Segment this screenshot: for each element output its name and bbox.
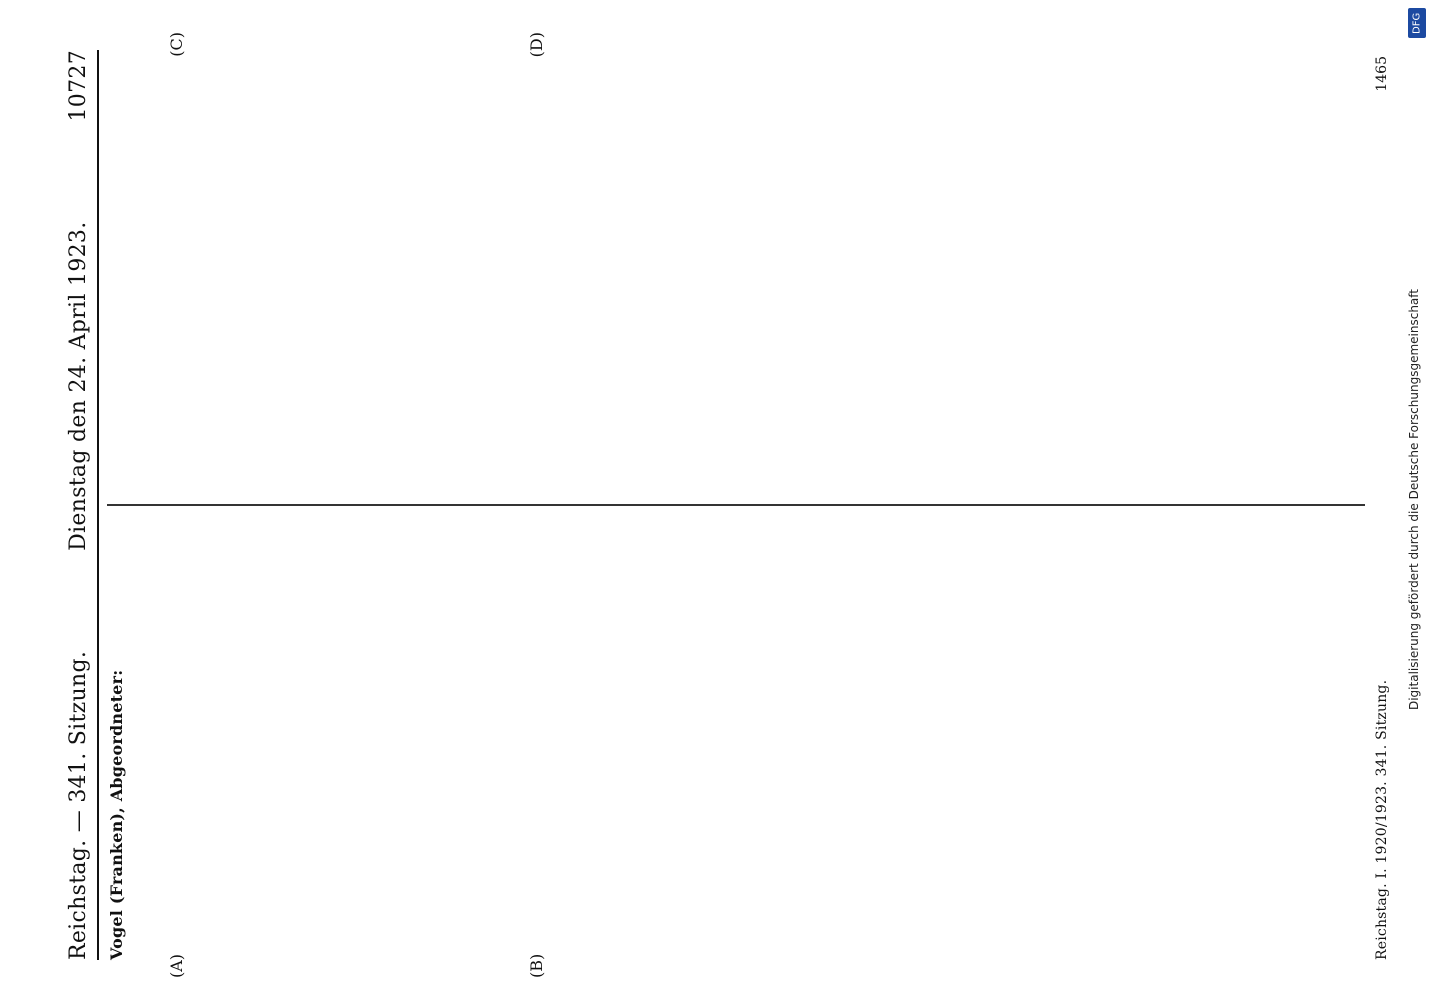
left-column xyxy=(107,520,1365,978)
header-center: Dienstag den 24. April 1923. xyxy=(66,221,91,551)
rotated-document-page xyxy=(60,32,1400,978)
dfg-logo: DFG xyxy=(1408,8,1426,38)
margin-marker-a: (A) xyxy=(167,953,186,978)
margin-marker-d: (D) xyxy=(527,32,546,58)
header-page-number: 10727 xyxy=(66,50,91,122)
speaker-name: Vogel (Franken), Abgeordneter: xyxy=(107,669,126,960)
margin-marker-c: (C) xyxy=(167,32,186,57)
page-footer-right: 1465 xyxy=(1374,56,1390,92)
header-left: Reichstag. — 341. Sitzung. xyxy=(66,650,91,960)
margin-marker-b: (B) xyxy=(527,953,546,978)
right-column xyxy=(107,32,1365,490)
column-divider xyxy=(107,504,1365,506)
paragraph xyxy=(107,520,127,960)
two-column-body xyxy=(107,32,1365,978)
page-footer-left: Reichstag. I. 1920/1923. 341. Sitzung. xyxy=(1374,679,1390,960)
digitization-note xyxy=(1400,10,1428,990)
page-header xyxy=(66,50,99,960)
digitization-text: Digitalisierung gefördert durch die Deutsche Forschungsgemeinschaft xyxy=(1407,289,1421,711)
